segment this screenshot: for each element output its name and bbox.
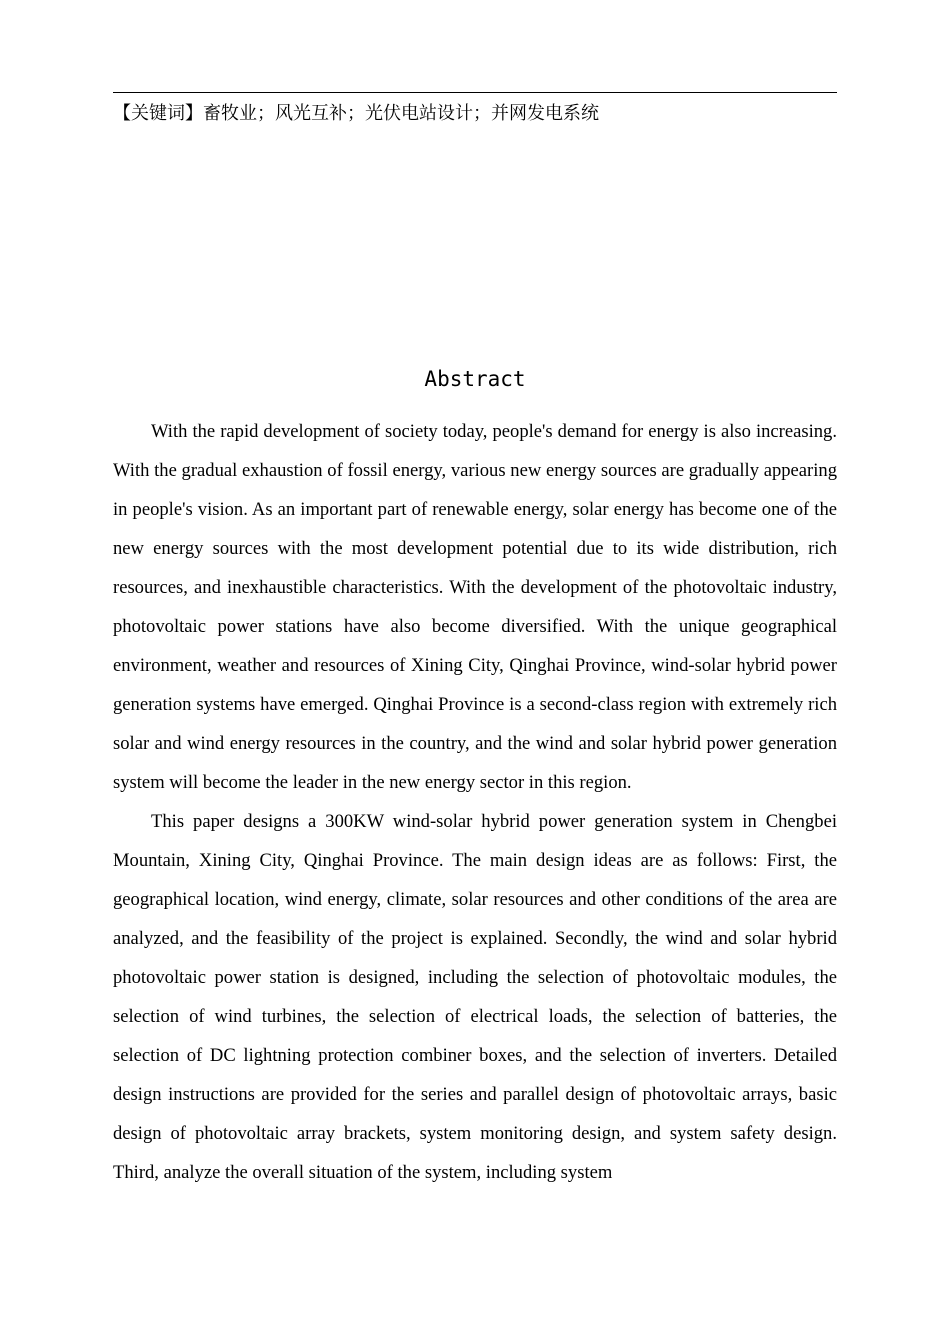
- abstract-title: Abstract: [424, 367, 526, 391]
- abstract-paragraph-2: This paper designs a 300KW wind-solar hybrid power generation system in Chengbei Mountain, Xining City, Qinghai Province. The main design ideas are as follows: First, the geographical location, wind energy, climate, solar resources and other conditions of the area are analyzed, and the feasibility of the project is explained. Secondly, the wind and solar hybrid photovoltaic power station is designed, including the selection of photovoltaic modules, the selection of wind turbines, the selection of electrical loads, the selection of batteries, the selection of DC lightning protection combiner boxes, and the selection of inverters. Detailed design instructions are provided for the series and parallel design of photovoltaic arrays, basic design of photovoltaic array brackets, system monitoring design, and system safety design. Third, analyze the overall situation of the system, including system: [113, 811, 837, 1183]
- keywords-line: 【关键词】畜牧业；风光互补；光伏电站设计；并网发电系统: [113, 103, 599, 124]
- abstract-body: [113, 412, 837, 1192]
- header-rule: [113, 92, 837, 93]
- abstract-paragraph-1: With the rapid development of society today, people's demand for energy is also increasing. With the gradual exhaustion of fossil energy, various new energy sources are gradually appearing in people's vision. As an important part of renewable energy, solar energy has become one of the new energy sources with the most development potential due to its wide distribution, rich resources, and inexhaustible characteristics. With the development of the photovoltaic industry, photovoltaic power stations have also become diversified. With the unique geographical environment, weather and resources of Xining City, Qinghai Province, wind-solar hybrid power generation systems have emerged. Qinghai Province is a second-class region with extremely rich solar and wind energy resources in the country, and the wind and solar hybrid power generation system will become the leader in the new energy sector in this region.: [113, 421, 837, 793]
